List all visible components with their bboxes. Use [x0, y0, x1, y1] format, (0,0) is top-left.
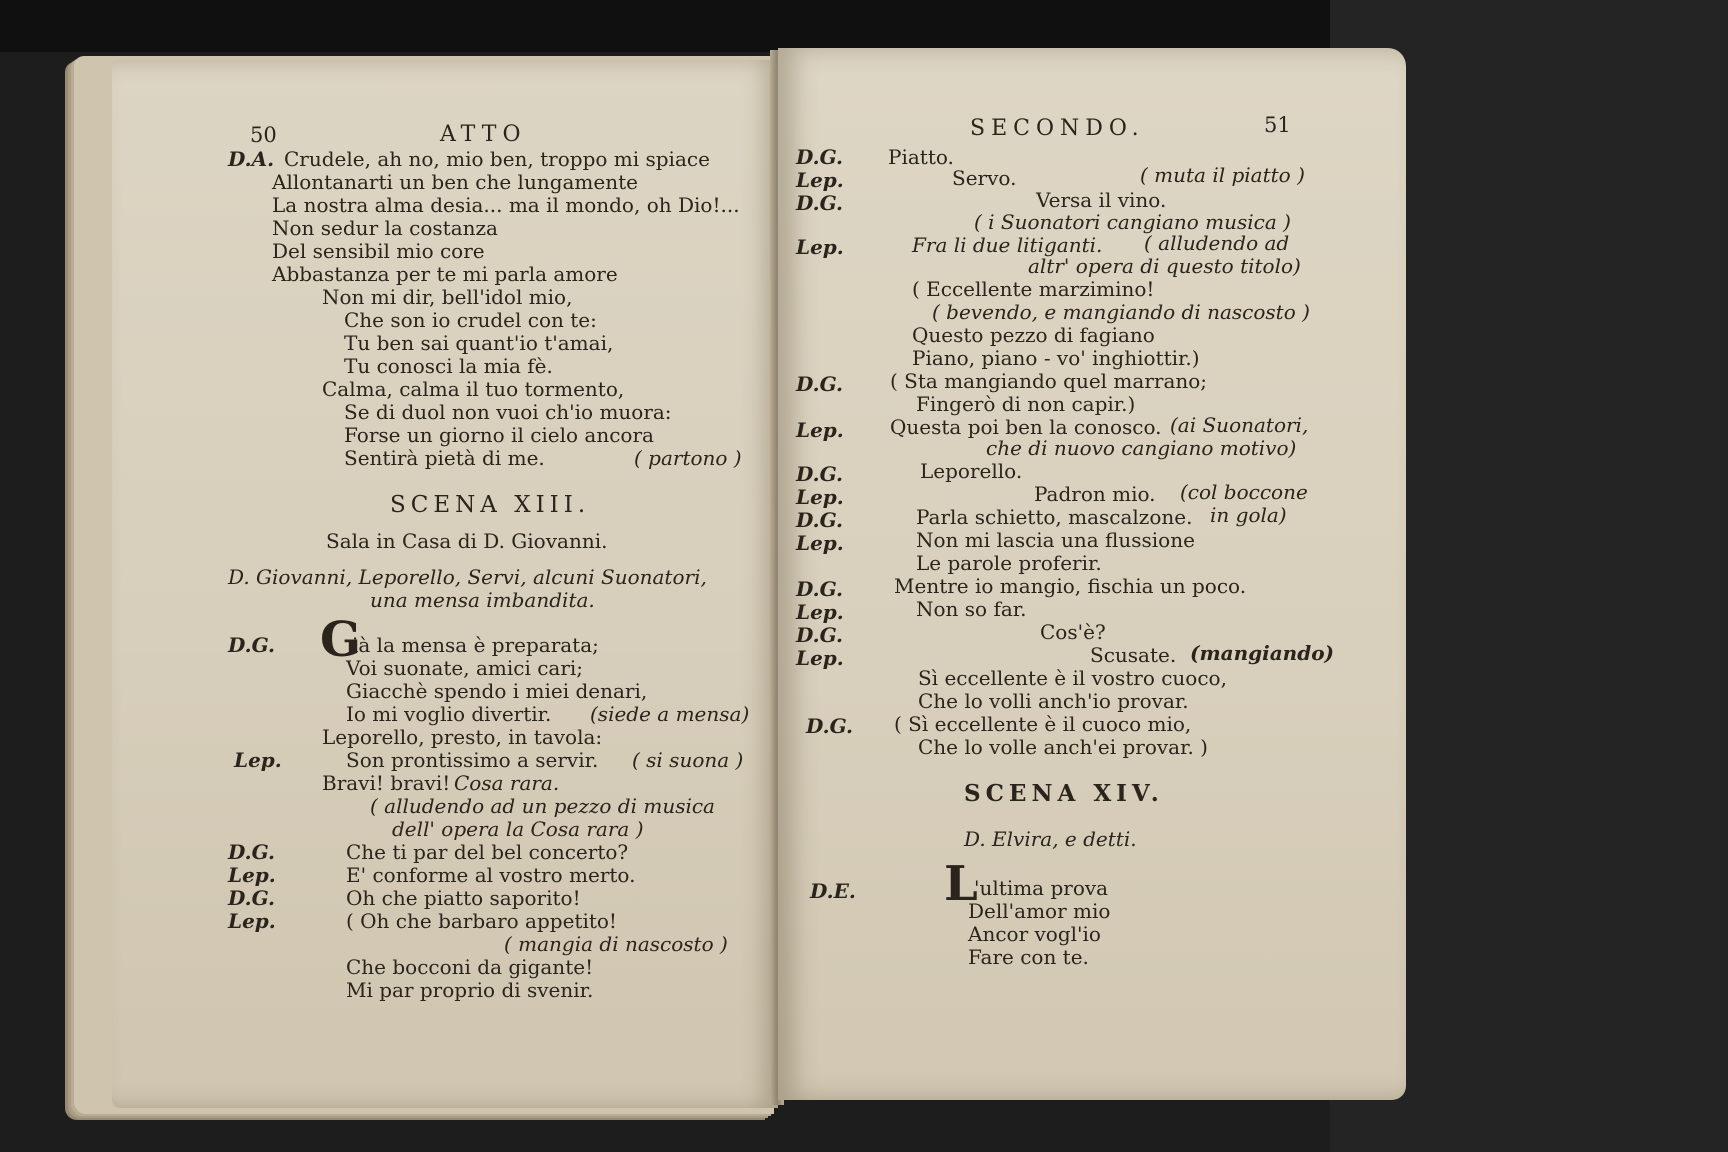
stage-direction: dell' opera la Cosa rara ) [392, 817, 644, 841]
verse-line: Padron mio. [1034, 482, 1156, 506]
verse-line: ( Sì eccellente è il cuoco mio, [894, 712, 1192, 736]
character-list: una mensa imbandita. [370, 588, 595, 612]
verse-line: Son prontissimo a servir. [346, 748, 599, 772]
stage-direction: (siede a mensa) [590, 702, 750, 726]
speaker: Lep. [228, 909, 276, 933]
verse-line: Non so far. [916, 597, 1027, 621]
verse-line: Parla schietto, mascalzone. [916, 505, 1193, 529]
speaker: Lep. [796, 646, 844, 670]
stage-direction: (col boccone [1180, 480, 1308, 504]
verse-line: La nostra alma desia... ma il mondo, oh Dio!... [272, 193, 740, 217]
verse-line: Che bocconi da gigante! [346, 955, 594, 979]
stage-direction: (ai Suonatori, [1170, 413, 1309, 437]
verse-line: Piatto. [888, 145, 954, 169]
verse-line: Se di duol non vuoi ch'io muora: [344, 400, 672, 424]
stage-direction: ( mangia di nascosto ) [504, 932, 728, 956]
stage-direction: che di nuovo cangiano motivo) [986, 436, 1297, 460]
verse-line: Giacchè spendo i miei denari, [346, 679, 648, 703]
verse-line: 'ultima prova [974, 876, 1109, 900]
verse-line: Calma, calma il tuo tormento, [322, 377, 625, 401]
verse-line: Questa poi ben la conosco. [890, 415, 1162, 439]
stage-direction: (mangiando) [1190, 641, 1334, 665]
verse-line: Non mi lascia una flussione [916, 528, 1195, 552]
verse-line: Allontanarti un ben che lungamente [272, 170, 638, 194]
speaker: D.G. [796, 508, 843, 532]
verse-line: Le parole proferir. [916, 551, 1102, 575]
speaker: Lep. [796, 168, 844, 192]
verse-line: ( Sta mangiando quel marrano; [890, 369, 1208, 393]
verse-line: ià la mensa è preparata; [352, 633, 599, 657]
stage-direction: ( si suona ) [632, 748, 744, 772]
speaker: Lep. [796, 418, 844, 442]
speaker: D.G. [796, 191, 843, 215]
verse-line: Fingerò di non capir.) [916, 392, 1136, 416]
speaker: D.G. [806, 714, 853, 738]
stage-direction: ( partono ) [634, 446, 742, 470]
speaker: D.G. [796, 577, 843, 601]
verse-line: Leporello, presto, in tavola: [322, 725, 603, 749]
speaker: D.A. [228, 147, 275, 171]
speaker: Lep. [234, 748, 282, 772]
verse-line: Scusate. [1090, 643, 1177, 667]
verse-line: Piano, piano - vo' inghiottir.) [912, 346, 1200, 370]
stage-direction: altr' opera di questo titolo) [1028, 254, 1301, 278]
stage-direction: ( alludendo ad [1144, 231, 1290, 255]
speaker: D.G. [796, 623, 843, 647]
verse-line: Oh che piatto saporito! [346, 886, 581, 910]
verse-line: ( Eccellente marzimino! [912, 277, 1155, 301]
verse-line: Tu conosci la mia fè. [344, 354, 553, 378]
verse-line: Che lo volli anch'io provar. [918, 689, 1189, 713]
speaker: D.G. [228, 633, 275, 657]
verse-line: Che son io crudel con te: [344, 308, 597, 332]
verse-line: Forse un giorno il cielo ancora [344, 423, 654, 447]
speaker: Lep. [796, 485, 844, 509]
verse-line: Mi par proprio di svenir. [346, 978, 594, 1002]
verse-line: Voi suonate, amici cari; [346, 656, 584, 680]
stage-direction: ( alludendo ad un pezzo di musica [370, 794, 715, 818]
character-list: D. Elvira, e detti. [964, 827, 1137, 851]
verse-line: Ancor vogl'io [968, 922, 1101, 946]
page-number: 51 [1264, 113, 1291, 137]
stage-direction: ( muta il piatto ) [1140, 163, 1305, 187]
left-page [112, 60, 778, 1108]
speaker: D.G. [796, 145, 843, 169]
speaker: Lep. [228, 863, 276, 887]
verse-line: ( Oh che barbaro appetito! [346, 909, 617, 933]
speaker: D.G. [796, 372, 843, 396]
speaker: Lep. [796, 531, 844, 555]
speaker: Lep. [796, 600, 844, 624]
verse-line: Questo pezzo di fagiano [912, 323, 1155, 347]
scene-heading: SCENA XIII. [390, 492, 591, 518]
drop-cap: G [320, 612, 361, 668]
speaker: D.G. [796, 462, 843, 486]
speaker: D.G. [228, 886, 275, 910]
verse-line: Che ti par del bel concerto? [346, 840, 629, 864]
page-number: 50 [250, 123, 277, 147]
verse-line: Mentre io mangio, fischia un poco. [894, 574, 1247, 598]
verse-line: Che lo volle anch'ei provar. ) [918, 735, 1208, 759]
verse-line: Io mi voglio divertir. [346, 702, 552, 726]
scene-heading: SCENA XIV. [964, 780, 1164, 807]
stage-direction: in gola) [1210, 503, 1287, 527]
scene-setting: Sala in Casa di D. Giovanni. [326, 529, 608, 553]
verse-line: Dell'amor mio [968, 899, 1111, 923]
italic-title: Cosa rara. [454, 771, 560, 795]
verse-line: Versa il vino. [1036, 188, 1167, 212]
running-head: SECONDO. [970, 116, 1145, 141]
verse-line: Tu ben sai quant'io t'amai, [344, 331, 614, 355]
right-page [778, 48, 1406, 1100]
verse-line: Servo. [952, 166, 1017, 190]
verse-line: Leporello. [920, 459, 1023, 483]
speaker: Lep. [796, 235, 844, 259]
verse-line: Del sensibil mio core [272, 239, 485, 263]
speaker: D.E. [810, 879, 856, 903]
speaker: D.G. [228, 840, 275, 864]
verse-line: Non sedur la costanza [272, 216, 498, 240]
verse-line: Cos'è? [1040, 620, 1106, 644]
verse-line: Sì eccellente è il vostro cuoco, [918, 666, 1227, 690]
verse-line: Abbastanza per te mi parla amore [272, 262, 618, 286]
drop-cap: L [944, 856, 978, 912]
verse-line: Fra li due litiganti. [912, 233, 1103, 257]
stage-direction: ( i Suonatori cangiano musica ) [974, 210, 1291, 234]
verse-line: E' conforme al vostro merto. [346, 863, 636, 887]
verse-line: Bravi! bravi! [322, 771, 451, 795]
verse-line: Fare con te. [968, 945, 1089, 969]
running-head: ATTO [440, 122, 527, 147]
verse-line: Non mi dir, bell'idol mio, [322, 285, 573, 309]
verse-line: Sentirà pietà di me. [344, 446, 545, 470]
character-list: D. Giovanni, Leporello, Servi, alcuni Suonatori, [228, 565, 707, 589]
stage-direction: ( bevendo, e mangiando di nascosto ) [932, 300, 1310, 324]
verse-line: Crudele, ah no, mio ben, troppo mi spiace [284, 147, 710, 171]
